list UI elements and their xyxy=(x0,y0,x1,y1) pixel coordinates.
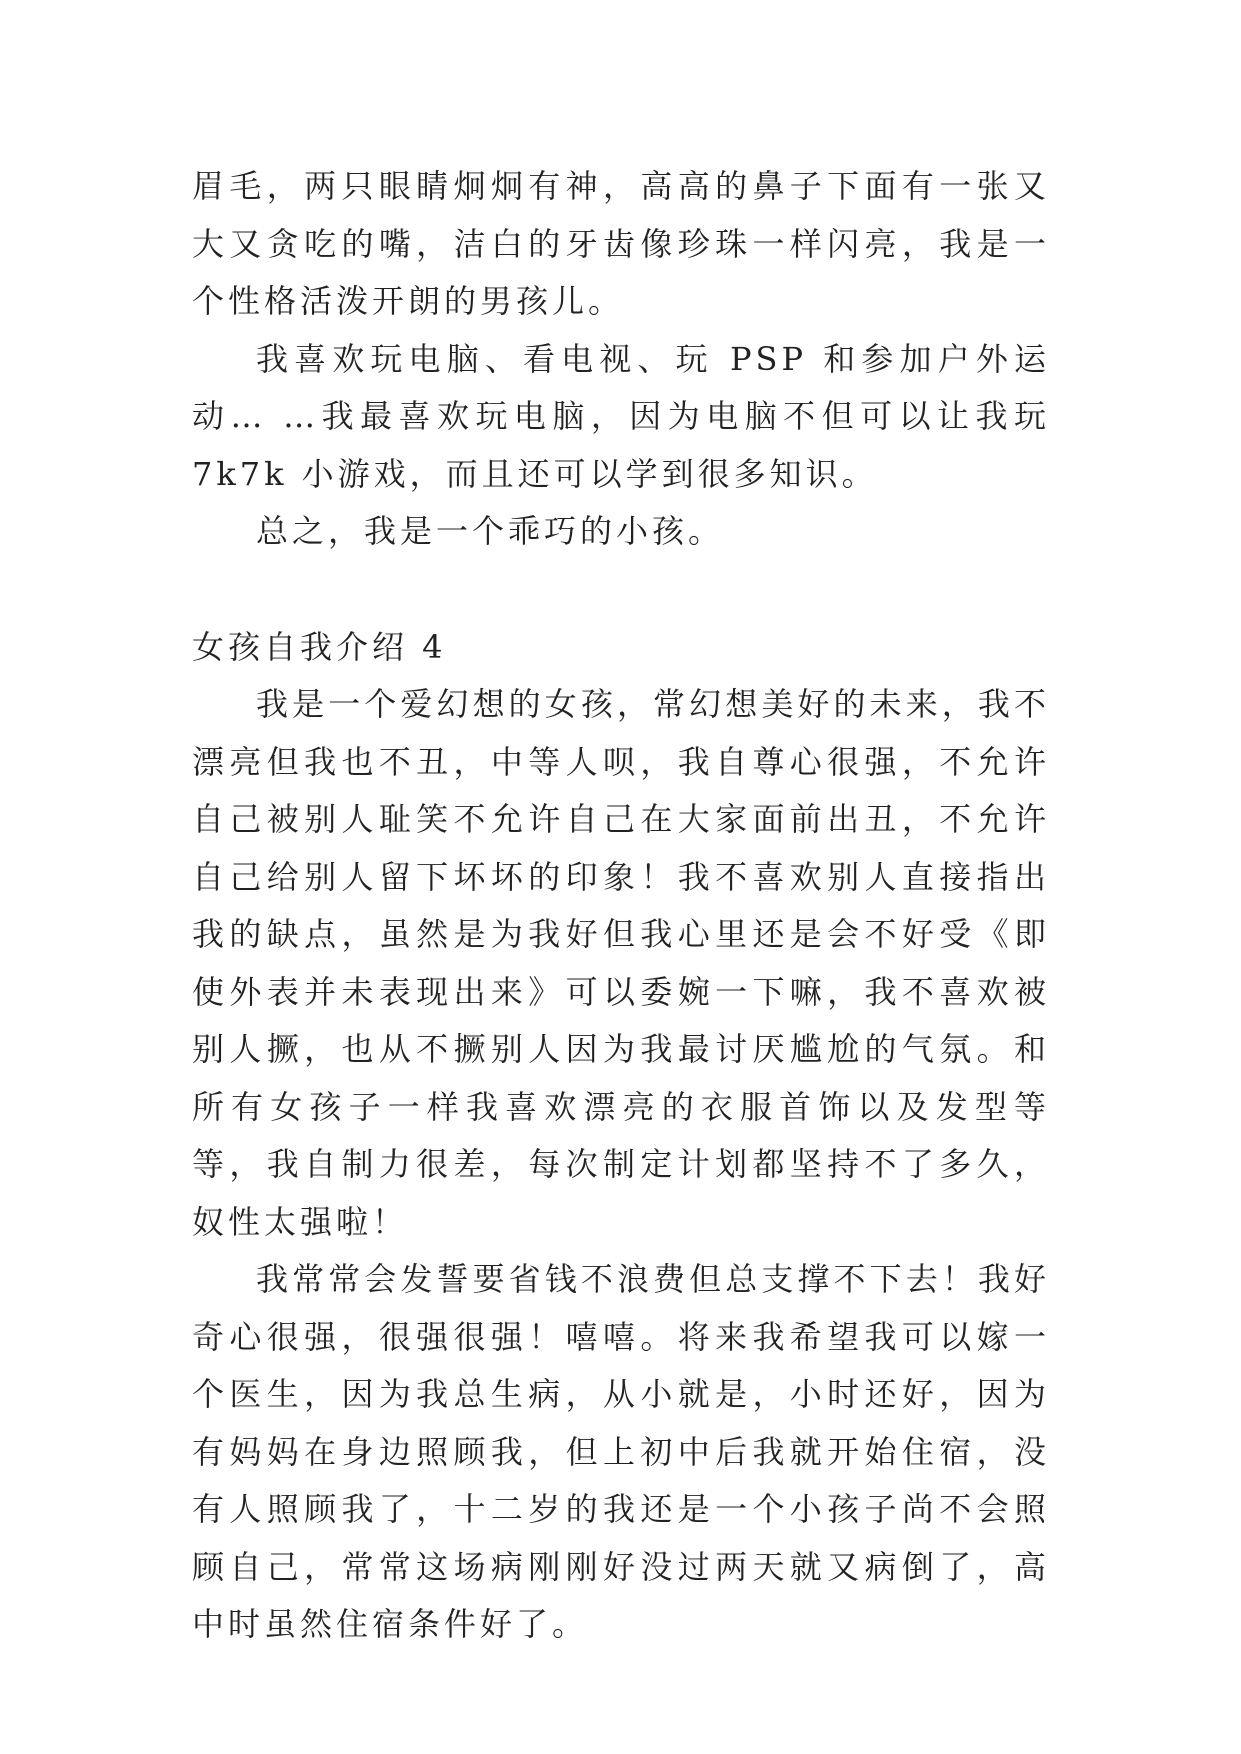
section-heading: 女孩自我介绍 4 xyxy=(192,627,447,666)
paragraph-conclusion: 总之，我是一个乖巧的小孩。 xyxy=(256,512,725,550)
paragraph-future: 我常常会发誓要省钱不浪费但总支撑不下去！我好奇心很强，很强很强！嘻嘻。将来我希望我可以嫁一个医生，因为我总生病，从小就是，小时还好，因为有妈妈在身边照顾我，但上初中后我就开始住宿，没有人照顾我了，十二岁的我还是一个小孩子尚不会照顾自己，常常这场病刚刚好没过两天就又病倒了，高中时虽然住宿条件好了。 xyxy=(192,1260,1050,1643)
paragraph-appearance: 眉毛，两只眼睛炯炯有神，高高的鼻子下面有一张又大又贪吃的嘴，洁白的牙齿像珍珠一样闪亮，我是一个性格活泼开朗的男孩儿。 xyxy=(192,167,1050,320)
paragraph-personality: 我是一个爱幻想的女孩，常幻想美好的未来，我不漂亮但我也不丑，中等人呗，我自尊心很强，不允许自己被别人耻笑不允许自己在大家面前出丑，不允许自己给别人留下坏坏的印象！我不喜欢别人直接指出我的缺点，虽然是为我好但我心里还是会不好受《即使外表并未表现出来》可以委婉一下嘛，我不喜欢被别人撅，也从不撅别人因为我最讨厌尴尬的气氛。和所有女孩子一样我喜欢漂亮的衣服首饰以及发型等等，我自制力很差，每次制定计划都坚持不了多久，奴性太强啦！ xyxy=(192,685,1050,1241)
paragraph-hobbies: 我喜欢玩电脑、看电视、玩 PSP 和参加户外运动… …我最喜欢玩电脑，因为电脑不但可以让我玩 7k7k 小游戏，而且还可以学到很多知识。 xyxy=(192,339,1050,493)
document-body xyxy=(192,158,1050,1654)
